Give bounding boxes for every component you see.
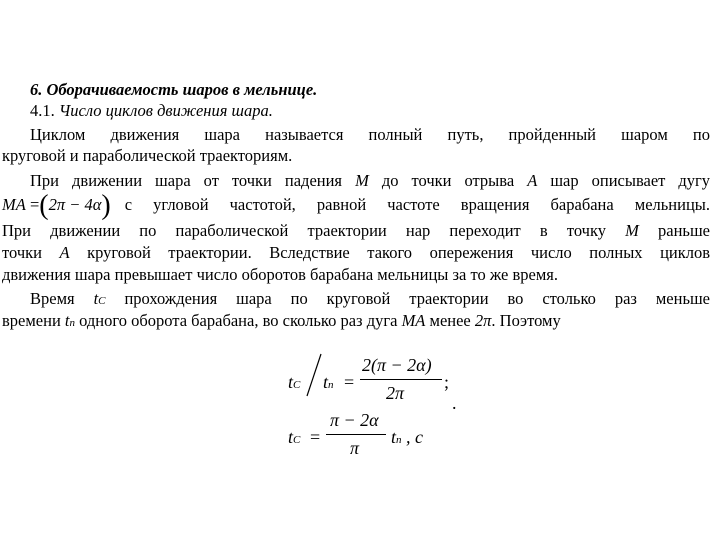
p3-text-c: точки	[2, 243, 42, 262]
f2-tn	[391, 427, 402, 448]
p1-line2: круговой и параболической траекториям.	[2, 146, 293, 165]
p3-text-b: раньше	[658, 221, 710, 240]
arc-label: MA	[2, 195, 26, 214]
f2-tc-sub: C	[293, 434, 301, 446]
point-m: M	[625, 221, 639, 240]
subsection-number: 4.1.	[30, 101, 55, 120]
f2-tn-sub: n	[396, 434, 402, 446]
f1-denominator: 2π	[386, 383, 405, 403]
f2-tn-t: t	[391, 427, 397, 447]
f1-tc-sub: C	[293, 379, 301, 391]
point-a: A	[527, 171, 538, 190]
p3-line3: движения шара превышает число оборотов барабана мельницы за то же время.	[2, 265, 558, 284]
f2-tail: , с	[406, 427, 423, 447]
f2-tc	[288, 427, 300, 448]
f1-tn-t: t	[323, 372, 329, 392]
f2-tc-t: t	[288, 427, 294, 447]
f2-denominator: π	[350, 438, 360, 458]
two-pi: 2π	[474, 311, 492, 330]
f1-equals: =	[344, 372, 355, 392]
p1-line1: Циклом движения шара называется полный путь, пройденный шаром по	[30, 125, 710, 144]
p4-text-c: времени	[2, 311, 61, 330]
tc-t: t	[93, 289, 99, 308]
p4-text-d: одного оборота барабана, во сколько раз дуга	[79, 311, 398, 330]
p4-text-a: Время	[30, 289, 75, 308]
tn-t: t	[64, 311, 70, 330]
f2-numerator: π − 2α	[330, 410, 379, 430]
subsection-title: Число циклов движения шара.	[58, 101, 273, 120]
p3-text-a: При движении по параболической траектории нар переходит в точку	[2, 221, 606, 240]
left-paren: (	[39, 190, 49, 221]
right-paren: )	[101, 190, 111, 221]
arc-value: 2π − 4α	[48, 195, 102, 214]
f1-tn-sub: n	[328, 379, 334, 391]
point-m: M	[355, 171, 369, 190]
tc-sub: C	[98, 295, 106, 307]
section-heading: 6. Оборачиваемость шаров в мельнице.	[30, 80, 318, 99]
f1-numerator: 2(π − 2α)	[362, 355, 432, 375]
point-a: A	[59, 243, 70, 262]
f1-dot: .	[452, 393, 457, 413]
p2-text-rest: с угловой частотой, равной частоте вращения барабана мельницы.	[124, 195, 710, 214]
f1-semicolon: ;	[444, 372, 450, 392]
p4-text-b: прохождения шара по круговой траектории во столько раз меньше	[124, 289, 710, 308]
tn-sub: п	[69, 317, 76, 329]
f1-tc-t: t	[288, 372, 294, 392]
p2-text-b: до точки отрыва	[381, 171, 515, 190]
equals-sign: =	[29, 195, 40, 214]
arc-label: MA	[401, 311, 426, 330]
p3-text-d: круговой траектории. Вследствие такого опережения число полных циклов	[87, 243, 711, 262]
f2-equals: =	[310, 427, 321, 447]
f2-fraction-bar	[326, 434, 386, 435]
p2-text-a: При движении шара от точки падения	[30, 171, 343, 190]
p2-text-c: шар описывает дугу	[550, 171, 711, 190]
p4-text-f: . Поэтому	[491, 311, 561, 330]
p4-text-e: менее	[429, 311, 471, 330]
